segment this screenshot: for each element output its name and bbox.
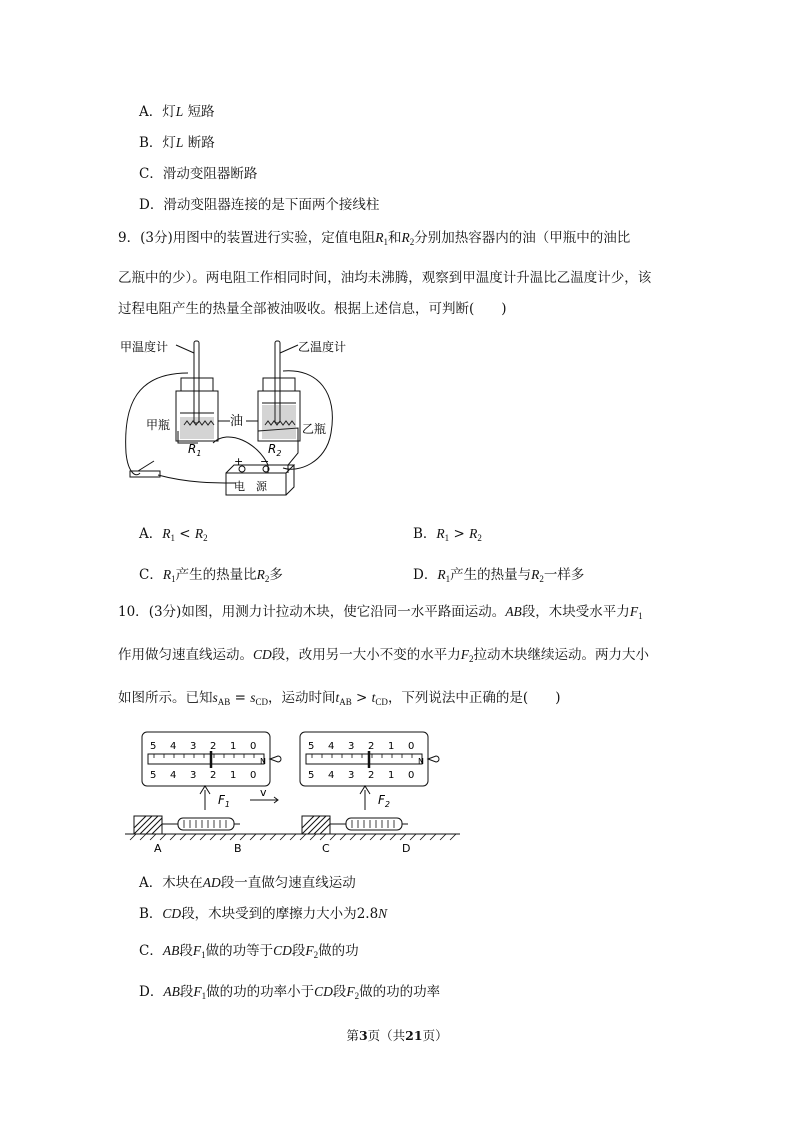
label-bottle-b: 乙瓶 xyxy=(302,422,327,436)
q9-option-a: A．$R_1 < R_2$ xyxy=(139,526,208,543)
label-power: 电 源 xyxy=(234,480,267,493)
scale1-unit: N xyxy=(260,757,266,766)
label-r1: $R_1$ xyxy=(188,442,202,458)
scale1-top-0: 0 xyxy=(250,741,257,752)
option-a-prev: A．灯L 短路 xyxy=(139,104,215,120)
label-plus: + xyxy=(234,455,244,468)
option-c-prev: C．滑动变阻器断路 xyxy=(139,166,258,182)
q9-line-2: 乙瓶中的少）。两电阻工作相同时间，油均未沸腾，观察到甲温度计升温比乙温度计少，该 xyxy=(118,270,652,286)
label-f1: $F_1$ xyxy=(218,793,230,809)
scale2-unit: N xyxy=(418,757,424,766)
label-thermometer-a: 甲温度计 xyxy=(120,340,169,354)
label-minus: − xyxy=(260,455,270,468)
q10-option-c: C．AB段$F_1$做的功等于CD段$F_2$做的功 xyxy=(139,943,359,960)
label-oil: 油 xyxy=(230,414,244,429)
q9-option-d: D．$R_1$产生的热量与$R_2$一样多 xyxy=(413,567,585,584)
scale1-bottom-3: 3 xyxy=(190,770,197,781)
page-footer: 第3页（共21页） xyxy=(346,1028,448,1043)
point-b: B xyxy=(234,842,242,855)
scale1-top-5: 5 xyxy=(150,741,157,752)
scale2-bottom-3: 3 xyxy=(348,770,355,781)
q10-line-3: 如图所示。已知$s_{AB} = s_{CD}$，运动时间$t_{AB} > t_{CD}$，下列说法中正确的是( ) xyxy=(118,690,561,707)
scale2-bottom-1: 1 xyxy=(388,770,395,781)
scale2-top-3: 3 xyxy=(348,741,355,752)
scale1-top-4: 4 xyxy=(170,741,177,752)
q10-option-b: B．CD段，木块受到的摩擦力大小为2.8N xyxy=(139,906,388,922)
q9-option-b: B．$R_1 > R_2$ xyxy=(413,526,482,543)
scale1-top-3: 3 xyxy=(190,741,197,752)
q9-line-3: 过程电阻产生的热量全部被油吸收。根据上述信息，可判断( ) xyxy=(118,301,507,317)
scale1-bottom-5: 5 xyxy=(150,770,157,781)
scale1-bottom-2: 2 xyxy=(210,770,217,781)
label-f2: $F_2$ xyxy=(378,793,390,809)
option-b-prev: B．灯L 断路 xyxy=(139,135,215,151)
scale2-top-1: 1 xyxy=(388,741,395,752)
scale1-top-1: 1 xyxy=(230,741,237,752)
q10-option-a: A．木块在AD段一直做匀速直线运动 xyxy=(139,875,356,891)
label-thermometer-b: 乙温度计 xyxy=(298,340,347,354)
scale2-top-0: 0 xyxy=(408,741,415,752)
scale2-top-5: 5 xyxy=(308,741,315,752)
scale2-bottom-2: 2 xyxy=(368,770,375,781)
scale2-bottom-5: 5 xyxy=(308,770,315,781)
scale1-bottom-1: 1 xyxy=(230,770,237,781)
q10-line-1: 10．(3分)如图，用测力计拉动木块，使它沿同一水平路面运动。AB段，木块受水平力$F_1$ xyxy=(118,604,643,621)
option-d-prev: D．滑动变阻器连接的是下面两个接线柱 xyxy=(139,197,380,213)
q10-spring-scale-figure xyxy=(120,728,480,858)
scale1-top-2: 2 xyxy=(210,741,217,752)
scale2-bottom-0: 0 xyxy=(408,770,415,781)
scale1-bottom-0: 0 xyxy=(250,770,257,781)
label-r2: $R_2$ xyxy=(268,442,282,458)
q10-line-2: 作用做匀速直线运动。CD段，改用另一大小不变的水平力$F_2$拉动木块继续运动。两力大小 xyxy=(118,647,650,664)
point-a: A xyxy=(154,842,162,855)
scale2-top-2: 2 xyxy=(368,741,375,752)
scale2-top-4: 4 xyxy=(328,741,335,752)
label-v: v xyxy=(260,786,267,799)
q9-circuit-figure xyxy=(118,333,368,503)
q9-line-1: 9．(3分)用图中的装置进行实验，定值电阻$R_1$和$R_2$分别加热容器内的油（甲瓶中的油比 xyxy=(118,230,631,247)
q9-option-c: C．$R_1$产生的热量比$R_2$多 xyxy=(139,567,283,584)
label-bottle-a: 甲瓶 xyxy=(146,418,171,432)
scale2-bottom-4: 4 xyxy=(328,770,335,781)
point-c: C xyxy=(322,842,330,855)
point-d: D xyxy=(402,842,411,855)
scale1-bottom-4: 4 xyxy=(170,770,177,781)
q10-option-d: D．AB段$F_1$做的功的功率小于CD段$F_2$做的功的功率 xyxy=(139,984,441,1001)
